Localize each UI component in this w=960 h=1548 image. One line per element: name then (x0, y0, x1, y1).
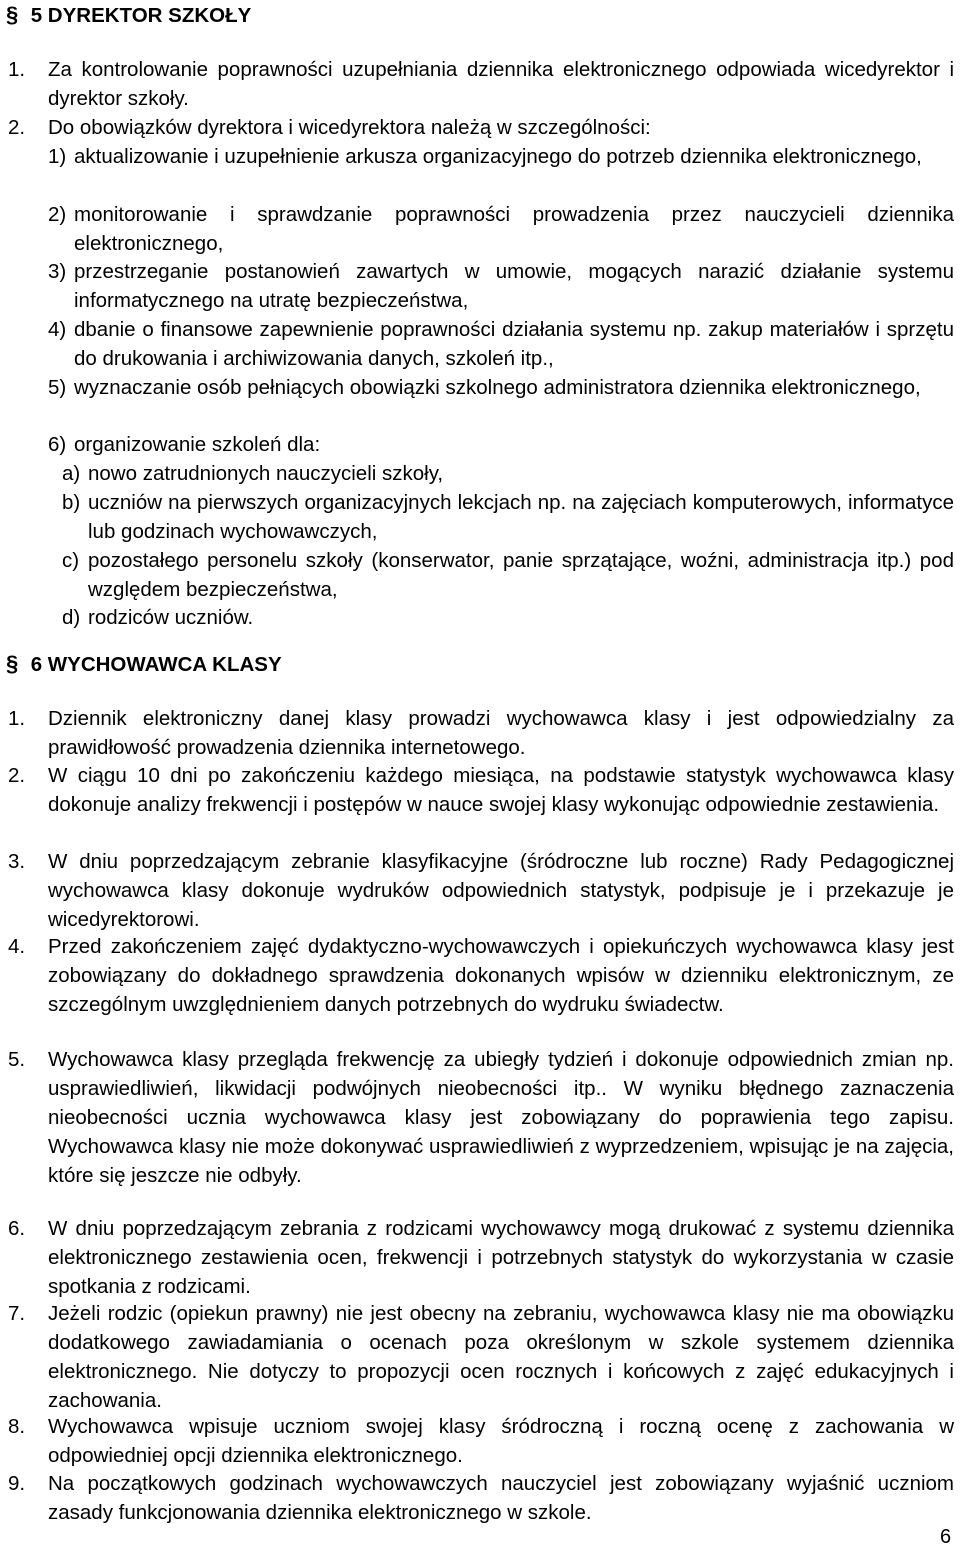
s6-item-2-num: 2. (8, 764, 26, 787)
s6-item-4-num: 4. (8, 935, 26, 958)
s5-training-d-text: rodziców uczniów. (88, 606, 254, 629)
s5-training-c-text: pozostałego personelu szkoły (konserwator, panie sprzątające, woźni, administracja itp.) pod względem bezpieczeństwa, (88, 549, 954, 601)
s6-item-8-text: Wychowawca wpisuje uczniom swojej klasy śródroczną i roczną ocenę z zachowania w odpowiedniej opcji dziennika elektronicznego. (48, 1415, 954, 1467)
s6-item-3-text: W dniu poprzedzającym zebranie klasyfikacyjne (śródroczne lub roczne) Rady Pedagogicznej wychowawca klasy dokonuje wydruków odpowiednich statystyk, podpisuje je i przekazuje je wicedyrektorowi. (48, 850, 954, 931)
s6-item-3-num: 3. (8, 850, 26, 873)
s6-item-6-num: 6. (8, 1217, 26, 1240)
s6-item-5-text: Wychowawca klasy przegląda frekwencję za ubiegły tydzień i dokonuje odpowiednich zmian np. usprawiedliwień, likwidacji podwójnych nieobecności itp.. W wyniku błędnego zaznaczenia nieobecności ucznia wychowawca klasy jest zobowiązany do poprawienia tego zapisu. Wychowawca klasy nie może dokonywać usprawiedliwień z wyprzedzeniem, wpisując je na zajęcia, które się jeszcze nie odbyły. (48, 1048, 954, 1187)
s5-duty-2-num: 2) (48, 203, 67, 226)
s5-duty-3-text: przestrzeganie postanowień zawartych w umowie, mogących narazić działanie systemu informatycznego na utratę bezpieczeństwa, (74, 260, 954, 312)
s5-item-1-text: Za kontrolowanie poprawności uzupełniania dziennika elektronicznego odpowiada wicedyrektor i dyrektor szkoły. (48, 58, 954, 110)
section-6-heading (6, 651, 282, 678)
s6-item-1-text: Dziennik elektroniczny danej klasy prowadzi wychowawca klasy i jest odpowiedzialny za prawidłowość prowadzenia dziennika internetowego. (48, 707, 954, 759)
s6-item-7-text: Jeżeli rodzic (opiekun prawny) nie jest obecny na zebraniu, wychowawca klasy nie ma obowiązku dodatkowego zawiadamiania o ocenach poza określonym w szkole systemem dziennika elektronicznego. Nie dotyczy to propozycji ocen rocznych i końcowych z zajęć edukacyjnych i zachowania. (48, 1302, 954, 1412)
s5-duty-4-text: dbanie o finansowe zapewnienie poprawności działania systemu np. zakup materiałów i sprzętu do drukowania i archiwizowania danych, szkoleń itp., (74, 318, 954, 370)
s5-item-2-text: Do obowiązków dyrektora i wicedyrektora należą w szczególności: (48, 116, 651, 139)
s5-duty-5-text: wyznaczanie osób pełniących obowiązki szkolnego administratora dziennika elektronicznego, (74, 376, 921, 399)
s6-item-2-text: W ciągu 10 dni po zakończeniu każdego miesiąca, na podstawie statystyk wychowawca klasy dokonuje analizy frekwencji i postępów w nauce swojej klasy wykonując odpowiednie zestawienia. (48, 764, 954, 816)
section-sign: § (6, 651, 19, 676)
s6-item-9-num: 9. (8, 1472, 26, 1495)
s5-duty-2-text: monitorowanie i sprawdzanie poprawności prowadzenia przez nauczycieli dziennika elektronicznego, (74, 203, 954, 255)
s5-training-b-num: b) (62, 491, 81, 514)
s5-training-a-num: a) (62, 462, 81, 485)
s5-duty-5-num: 5) (48, 376, 67, 399)
s6-item-9-text: Na początkowych godzinach wychowawczych nauczyciel jest zobowiązany wyjaśnić uczniom zasady funkcjonowania dziennika elektronicznego w szkole. (48, 1472, 954, 1524)
s6-item-1-num: 1. (8, 707, 26, 730)
s6-item-8-num: 8. (8, 1415, 26, 1438)
section-6-title: 6 WYCHOWAWCA KLASY (30, 653, 282, 676)
s6-item-6-text: W dniu poprzedzającym zebrania z rodzicami wychowawcy mogą drukować z systemu dziennika elektronicznego zestawienia ocen, frekwencji i potrzebnych statystyk do wykorzystania w czasie spotkania z rodzicami. (48, 1217, 954, 1298)
s5-training-a-text: nowo zatrudnionych nauczycieli szkoły, (88, 462, 444, 485)
s6-item-7-num: 7. (8, 1302, 26, 1325)
s5-item-2-num: 2. (8, 116, 26, 139)
page-number: 6 (940, 1526, 952, 1548)
s6-item-4-text: Przed zakończeniem zajęć dydaktyczno-wychowawczych i opiekuńczych wychowawca klasy jest zobowiązany do dokładnego sprawdzenia dokonanych wpisów w dzienniku elektronicznym, ze szczególnym uwzględnieniem danych potrzebnych do wydruku świadectw. (48, 935, 954, 1016)
section-5-title: 5 DYREKTOR SZKOŁY (30, 4, 252, 27)
s5-item-1-num: 1. (8, 58, 26, 81)
s5-training-b-text: uczniów na pierwszych organizacyjnych lekcjach np. na zajęciach komputerowych, informatyce lub godzinach wychowawczych, (88, 491, 954, 543)
s5-training-c-num: c) (62, 549, 80, 572)
s5-duty-6-num: 6) (48, 433, 67, 456)
s6-item-5-num: 5. (8, 1048, 26, 1071)
s5-duty-6-text: organizowanie szkoleń dla: (74, 433, 321, 456)
s5-duty-1-num: 1) (48, 145, 67, 168)
s5-duty-1-text: aktualizowanie i uzupełnienie arkusza organizacyjnego do potrzeb dziennika elektronicznego, (74, 145, 922, 168)
section-5-heading (6, 2, 251, 29)
s5-duty-4-num: 4) (48, 318, 67, 341)
s5-training-d-num: d) (62, 606, 81, 629)
section-sign: § (6, 2, 19, 27)
s5-duty-3-num: 3) (48, 260, 67, 283)
